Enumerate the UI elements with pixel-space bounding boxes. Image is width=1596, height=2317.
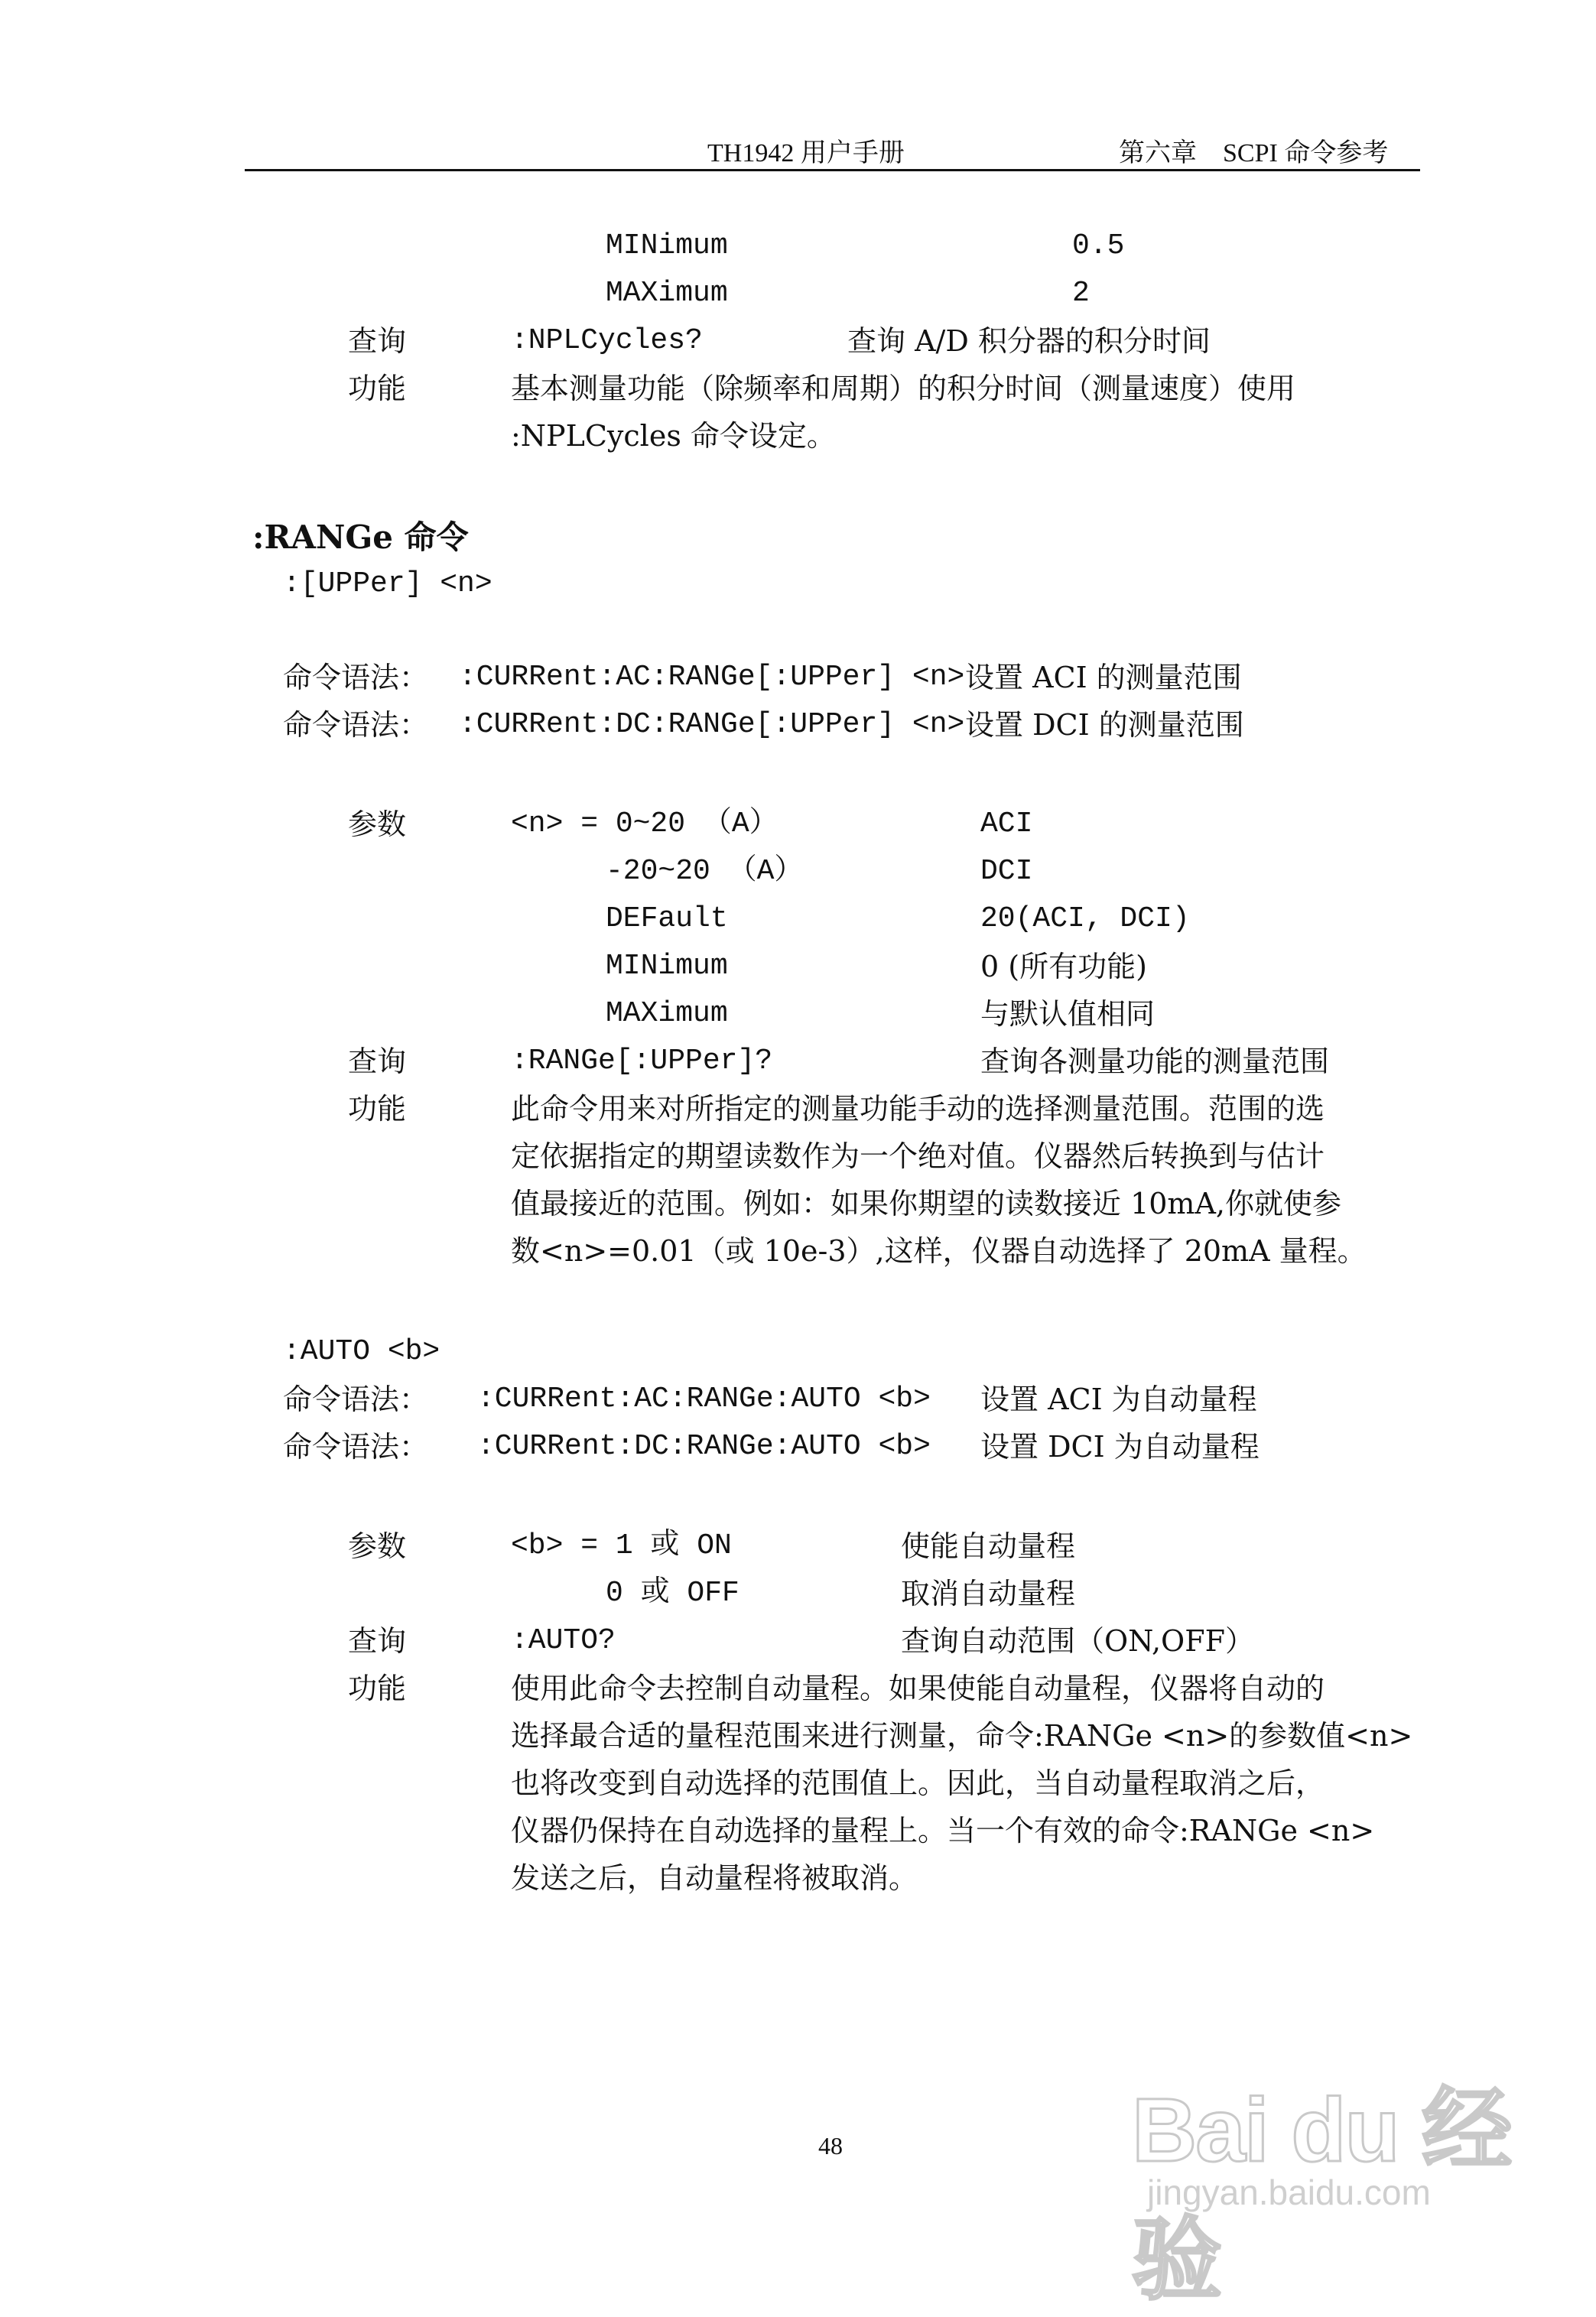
range-syntax-desc-1: 设置 ACI 的测量范围 — [965, 661, 1242, 694]
nplc-max-value: 2 — [1072, 277, 1090, 310]
auto-func-label: 功能 — [348, 1672, 407, 1705]
nplc-min-value: 0.5 — [1072, 229, 1125, 262]
range-func-line-4: 数<n>=0.01（或 10e-3）,这样，仪器自动选择了 20mA 量程。 — [511, 1234, 1367, 1268]
baidu-jingyan-watermark — [1132, 2057, 1560, 2311]
range-syntax-cmd-2: :CURRent:DC:RANGe[:UPPer] <n> — [459, 708, 965, 741]
range-param-value-2: -20~20 （A） — [606, 855, 804, 888]
auto-syntax-cmd-2: :CURRent:DC:RANGe:AUTO <b> — [477, 1430, 931, 1463]
nplc-func-line-2: :NPLCycles 命令设定。 — [511, 419, 836, 453]
range-syntax-desc-2: 设置 DCI 的测量范围 — [965, 708, 1244, 742]
header-rule — [245, 169, 1420, 171]
range-param-label: 参数 — [348, 808, 407, 841]
auto-query-desc: 查询自动范围（ON,OFF） — [901, 1624, 1254, 1658]
auto-syntax-cmd-1: :CURRent:AC:RANGe:AUTO <b> — [477, 1383, 931, 1415]
range-func-line-3: 值最接近的范围。例如：如果你期望的读数接近 10mA,你就使参 — [511, 1187, 1341, 1220]
auto-param-value-1: <b> = 1 或 ON — [511, 1529, 732, 1562]
auto-query-label: 查询 — [348, 1624, 407, 1658]
range-syntax-label-1: 命令语法： — [283, 661, 429, 694]
header-right: 第六章 SCPI 命令参考 — [1119, 139, 1389, 167]
range-syntax-cmd-1: :CURRent:AC:RANGe[:UPPer] <n> — [459, 661, 965, 694]
auto-func-line-2: 选择最合适的量程范围来进行测量，命令:RANGe <n>的参数值<n> — [511, 1719, 1413, 1753]
range-syntax-label-2: 命令语法： — [283, 708, 429, 742]
nplc-query-desc: 查询 A/D 积分器的积分时间 — [847, 324, 1211, 358]
nplc-func-label: 功能 — [348, 372, 407, 405]
auto-func-line-4: 仪器仍保持在自动选择的量程上。当一个有效的命令:RANGe <n> — [511, 1814, 1375, 1847]
watermark-logo: Bai du 经验 — [1132, 2080, 1511, 2311]
range-param-desc-1: ACI — [980, 808, 1033, 840]
range-query-desc: 查询各测量功能的测量范围 — [980, 1045, 1330, 1078]
range-subtitle: :[UPPer] <n> — [283, 567, 492, 600]
auto-syntax-desc-1: 设置 ACI 为自动量程 — [980, 1383, 1257, 1416]
range-query-label: 查询 — [348, 1045, 407, 1078]
auto-param-label: 参数 — [348, 1529, 407, 1563]
range-param-desc-5: 与默认值相同 — [980, 997, 1156, 1031]
range-param-value-3: DEFault — [606, 902, 728, 935]
page-number: 48 — [818, 2132, 843, 2159]
watermark-url: jingyan.baidu.com — [1147, 2172, 1431, 2212]
range-param-value-5: MAXimum — [606, 997, 728, 1030]
range-param-desc-4: 0 (所有功能) — [980, 950, 1147, 983]
auto-param-desc-1: 使能自动量程 — [901, 1529, 1076, 1563]
nplc-min-label: MINimum — [606, 229, 728, 262]
range-param-desc-3: 20(ACI, DCI) — [980, 902, 1190, 935]
auto-syntax-desc-2: 设置 DCI 为自动量程 — [980, 1430, 1260, 1464]
range-func-label: 功能 — [348, 1092, 407, 1126]
range-section-title: :RANGe 命令 — [252, 518, 469, 556]
auto-param-desc-2: 取消自动量程 — [901, 1577, 1076, 1610]
nplc-query-label: 查询 — [348, 324, 407, 358]
nplc-func-line-1: 基本测量功能（除频率和周期）的积分时间（测量速度）使用 — [511, 372, 1296, 405]
auto-syntax-label-1: 命令语法： — [283, 1383, 429, 1416]
auto-syntax-label-2: 命令语法： — [283, 1430, 429, 1464]
auto-query-cmd: :AUTO? — [511, 1624, 616, 1657]
auto-section-title: :AUTO <b> — [283, 1335, 440, 1368]
auto-func-line-5: 发送之后，自动量程将被取消。 — [511, 1861, 918, 1895]
range-param-value-4: MINimum — [606, 950, 728, 983]
nplc-query-cmd: :NPLCycles? — [511, 324, 703, 357]
auto-param-value-2: 0 或 OFF — [606, 1577, 739, 1610]
range-func-line-1: 此命令用来对所指定的测量功能手动的选择测量范围。范围的选 — [511, 1092, 1325, 1126]
range-param-value-1: <n> = 0~20 （A） — [511, 808, 778, 840]
header-left: TH1942 用户手册 — [707, 139, 905, 167]
nplc-max-label: MAXimum — [606, 277, 728, 310]
range-query-cmd: :RANGe[:UPPer]? — [511, 1045, 773, 1077]
range-param-desc-2: DCI — [980, 855, 1033, 888]
range-func-line-2: 定依据指定的期望读数作为一个绝对值。仪器然后转换到与估计 — [511, 1139, 1325, 1173]
auto-func-line-3: 也将改变到自动选择的范围值上。因此，当自动量程取消之后， — [511, 1766, 1325, 1800]
auto-func-line-1: 使用此命令去控制自动量程。如果使能自动量程，仪器将自动的 — [511, 1672, 1325, 1705]
